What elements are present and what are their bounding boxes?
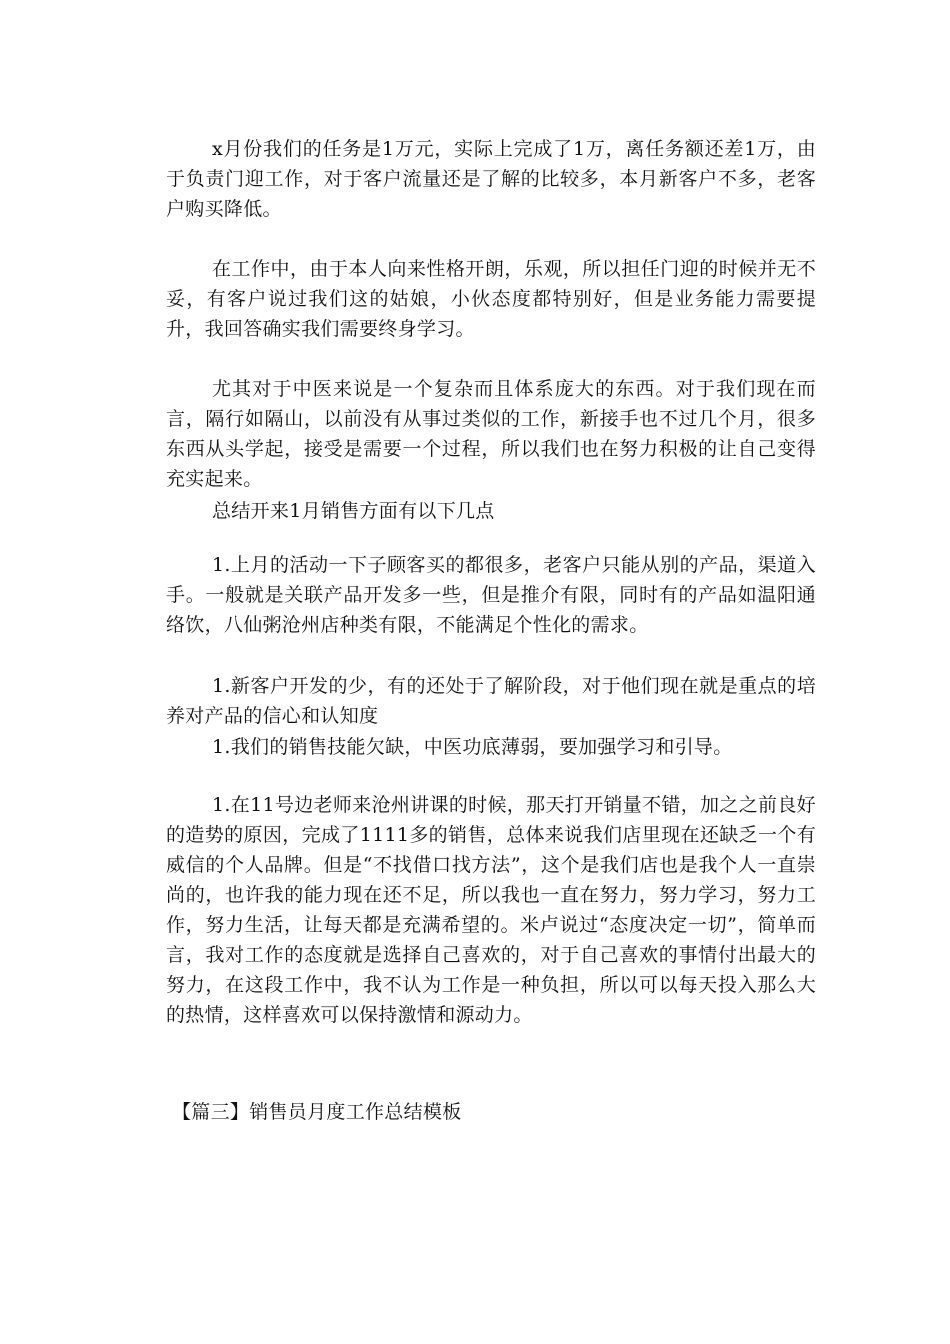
paragraph-point-old-customers: 1.上月的活动一下子顾客买的都很多，老客户只能从别的产品，渠道入手。一般就是关联产品开发多一些，但是推介有限，同时有的产品如温阳通络饮，八仙粥沧州店种类有限，不能满足个性化的需求。 [166, 554, 816, 636]
paragraph-point-sales-skills: 1.我们的销售技能欠缺，中医功底薄弱，要加强学习和引导。 [212, 736, 733, 758]
paragraph-work-attitude: 在工作中，由于本人向来性格开朗，乐观，所以担任门迎的时候并无不妥，有客户说过我们这的姑娘，小伙态度都特别好，但是业务能力需要提升，我回答确实我们需要终身学习。 [166, 258, 816, 340]
paragraph-learning: 尤其对于中医来说是一个复杂而且体系庞大的东西。对于我们现在而言，隔行如隔山，以前没有从事过类似的工作，新接手也不过几个月，很多东西从头学起，接受是需要一个过程，所以我们也在努力积极的让自己变得充实起来。 [166, 378, 816, 490]
paragraph-task-summary: x月份我们的任务是1万元，实际上完成了1万，离任务额还差1万，由于负责门迎工作，对于客户流量还是了解的比较多，本月新客户不多，老客户购买降低。 [166, 138, 816, 220]
paragraph-summary-intro: 总结开来1月销售方面有以下几点 [212, 500, 495, 522]
paragraph-point-lecture-event: 1.在11号边老师来沧州讲课的时候，那天打开销量不错，加之之前良好的造势的原因，完成了1111多的销售，总体来说我们店里现在还缺乏一个有威信的个人品牌。但是“不找借口找方法”，这个是我们店也是我个人一直崇尚的，也许我的能力现在还不足，所以我也一直在努力，努力学习，努力工作，努力生活，让每天都是充满希望的。米卢说过“态度决定一切”，简单而言，我对工作的态度就是选择自己喜欢的，对于自己喜欢的事情付出最大的努力，在这段工作中，我不认为工作是一种负担，所以可以每天投入那么大的热情，这样喜欢可以保持激情和源动力。 [166, 794, 816, 1026]
paragraph-point-new-customers: 1.新客户开发的少，有的还处于了解阶段，对于他们现在就是重点的培养对产品的信心和认知度 [166, 675, 816, 727]
section-heading: 【篇三】销售员月度工作总结模板 [172, 1101, 462, 1123]
